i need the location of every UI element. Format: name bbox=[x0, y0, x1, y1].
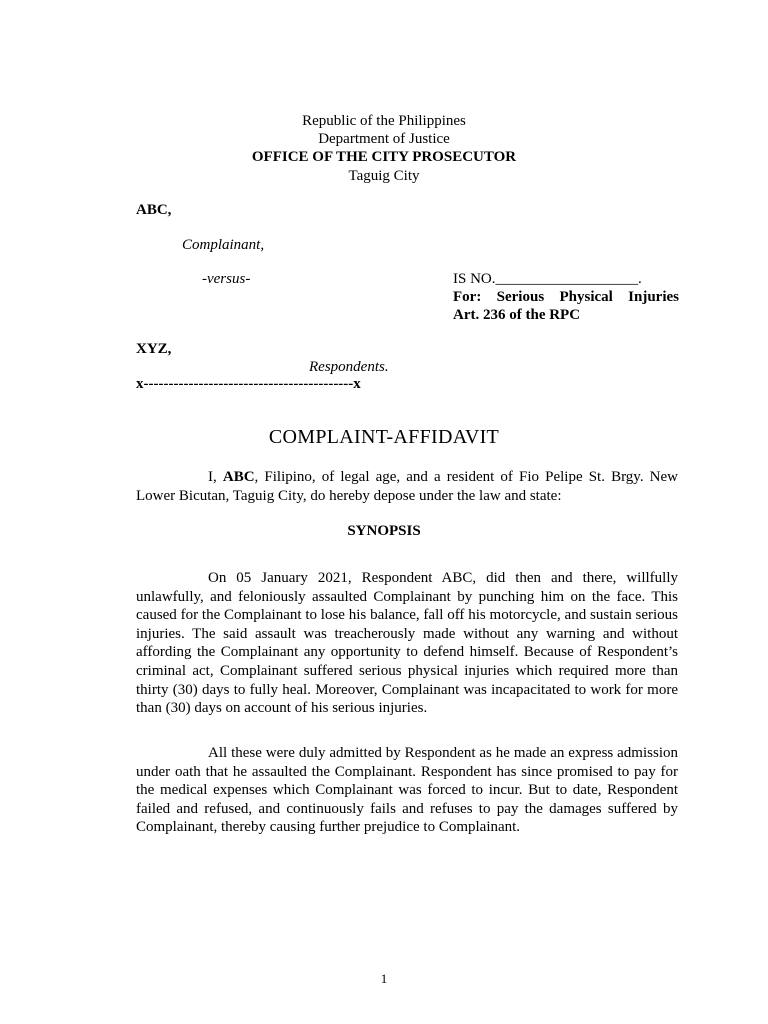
intro-name: ABC bbox=[222, 469, 255, 485]
respondent-name: XYZ, bbox=[136, 341, 172, 357]
page-number: 1 bbox=[380, 971, 388, 986]
intro-before: I, bbox=[208, 469, 223, 485]
document-title: COMPLAINT-AFFIDAVIT bbox=[268, 426, 500, 448]
intro-after: , Filipino, of legal age, and a resident of Fio Pelipe St. Brgy. New Lower Bicutan, Taguig City, do hereby depose under the law and state: bbox=[136, 469, 679, 504]
paragraph-text: All these were duly admitted by Respondent as he made an express admission under oath that he assaulted the Complainant. Respondent has since promised to pay for the medical expenses which Complainant was forced to incur. But to date, Respondent failed and refused, and continuously fails and refuses to pay the damages suffered by Complainant, thereby causing further prejudice to Complainant. bbox=[136, 745, 678, 836]
body-paragraph-2 bbox=[136, 744, 678, 837]
intro-paragraph bbox=[136, 468, 678, 505]
is-number: IS NO.___________________. bbox=[453, 271, 642, 287]
header-department: Department of Justice bbox=[318, 131, 450, 147]
paragraph-text: On 05 January 2021, Respondent ABC, did then and there, willfully unlawfully, and feloniously assaulted Complainant by punching him on the face. This caused for the Complainant to lose his balance, fall off his motorcycle, and sustain serious injuries. The said assault was treacherously made without any warning and without affording the Complainant any opportunity to defend himself. Because of Respondent’s criminal act, Complainant suffered serious physical injuries which required more than thirty (30) days to fully heal. Moreover, Complainant was incapacitated to work for more than (30) days on account of his serious injuries. bbox=[136, 570, 678, 717]
versus-label: -versus- bbox=[202, 271, 251, 287]
header-office: OFFICE OF THE CITY PROSECUTOR bbox=[251, 149, 517, 165]
complainant-name: ABC, bbox=[136, 202, 172, 218]
respondent-role: Respondents. bbox=[309, 359, 389, 375]
caption-separator: x------------------------------------------x bbox=[136, 376, 361, 392]
complainant-role: Complainant, bbox=[182, 237, 265, 253]
body-paragraph-1 bbox=[136, 569, 678, 718]
header-republic: Republic of the Philippines bbox=[302, 113, 466, 129]
offense-line: For: Serious Physical Injuries bbox=[453, 289, 679, 305]
article-line: Art. 236 of the RPC bbox=[453, 307, 581, 323]
header-city: Taguig City bbox=[348, 168, 420, 184]
synopsis-heading: SYNOPSIS bbox=[347, 523, 421, 539]
